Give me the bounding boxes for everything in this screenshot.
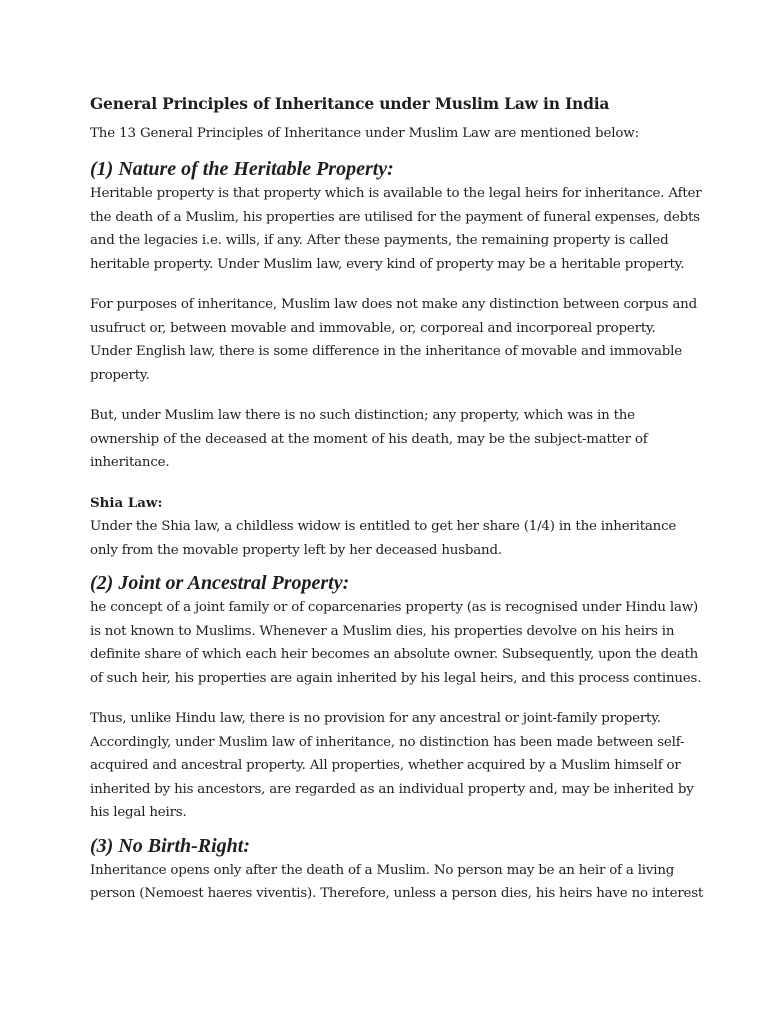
- text-line: ownership of the deceased at the moment of his death, may be the subject-matter of: [90, 431, 648, 447]
- document-title: General Principles of Inheritance under Muslim Law in India: [90, 94, 610, 113]
- text-line: acquired and ancestral property. All properties, whether acquired by a Muslim himself or: [90, 758, 681, 773]
- text-line: of such heir, his properties are again inherited by his legal heirs, and this process continues.: [90, 670, 702, 686]
- section-3-heading: (3) No Birth-Right:: [90, 834, 251, 857]
- section-1-heading: (1) Nature of the Heritable Property:: [90, 158, 394, 180]
- text-line: Thus, unlike Hindu law, there is no provision for any ancestral or joint-family property.: [90, 711, 661, 726]
- section-1-paragraph-3: [90, 404, 690, 475]
- text-line: Inheritance opens only after the death of a Muslim. No person may be an heir of a living: [90, 862, 675, 878]
- text-line: But, under Muslim law there is no such distinction; any property, which was in the: [90, 408, 635, 423]
- section-1-paragraph-2: [90, 293, 697, 387]
- document-page: [90, 92, 704, 906]
- text-line: Heritable property is that property which is available to the legal heirs for inheritance. After: [90, 186, 702, 201]
- text-line: person (Nemoest haeres viventis). Therefore, unless a person dies, his heirs have no interest: [90, 886, 704, 901]
- text-line: inherited by his ancestors, are regarded as an individual property and, may be inherited by: [90, 781, 694, 797]
- section-2-paragraph-1: [90, 596, 702, 690]
- section-1-paragraph-1: [90, 182, 702, 276]
- text-line: only from the movable property left by her deceased husband.: [90, 542, 502, 558]
- section-2-heading: (2) Joint or Ancestral Property:: [90, 572, 350, 594]
- section-2-paragraph-2: [90, 707, 694, 825]
- text-line: heritable property. Under Muslim law, every kind of property may be a heritable property.: [90, 256, 685, 272]
- text-line: definite share of which each heir becomes an absolute owner. Subsequently, upon the death: [90, 647, 699, 662]
- text-line: Under the Shia law, a childless widow is entitled to get her share (1/4) in the inheritance: [90, 519, 677, 534]
- text-line: he concept of a joint family or of coparcenaries property (as is recognised under Hindu law): [90, 600, 699, 615]
- section-3-paragraph-1: [90, 859, 704, 906]
- text-line: Under English law, there is some difference in the inheritance of movable and immovable: [90, 344, 682, 359]
- shia-law-heading: Shia Law:: [90, 494, 163, 511]
- text-line: and the legacies i.e. wills, if any. After these payments, the remaining property is called: [90, 233, 669, 248]
- text-line: property.: [90, 367, 150, 383]
- text-line: Accordingly, under Muslim law of inheritance, no distinction has been made between self-: [90, 734, 685, 750]
- text-line: is not known to Muslims. Whenever a Muslim dies, his properties devolve on his heirs in: [90, 623, 675, 639]
- text-line: his legal heirs.: [90, 805, 187, 820]
- text-line: For purposes of inheritance, Muslim law does not make any distinction between corpus and: [90, 297, 697, 312]
- text-line: inheritance.: [90, 455, 170, 470]
- intro-text: The 13 General Principles of Inheritance under Muslim Law are mentioned below:: [90, 126, 639, 141]
- text-line: the death of a Muslim, his properties are utilised for the payment of funeral expenses, debts: [90, 209, 700, 225]
- text-line: usufruct or, between movable and immovable, or, corporeal and incorporeal property.: [90, 320, 656, 336]
- shia-law-paragraph: [90, 515, 690, 562]
